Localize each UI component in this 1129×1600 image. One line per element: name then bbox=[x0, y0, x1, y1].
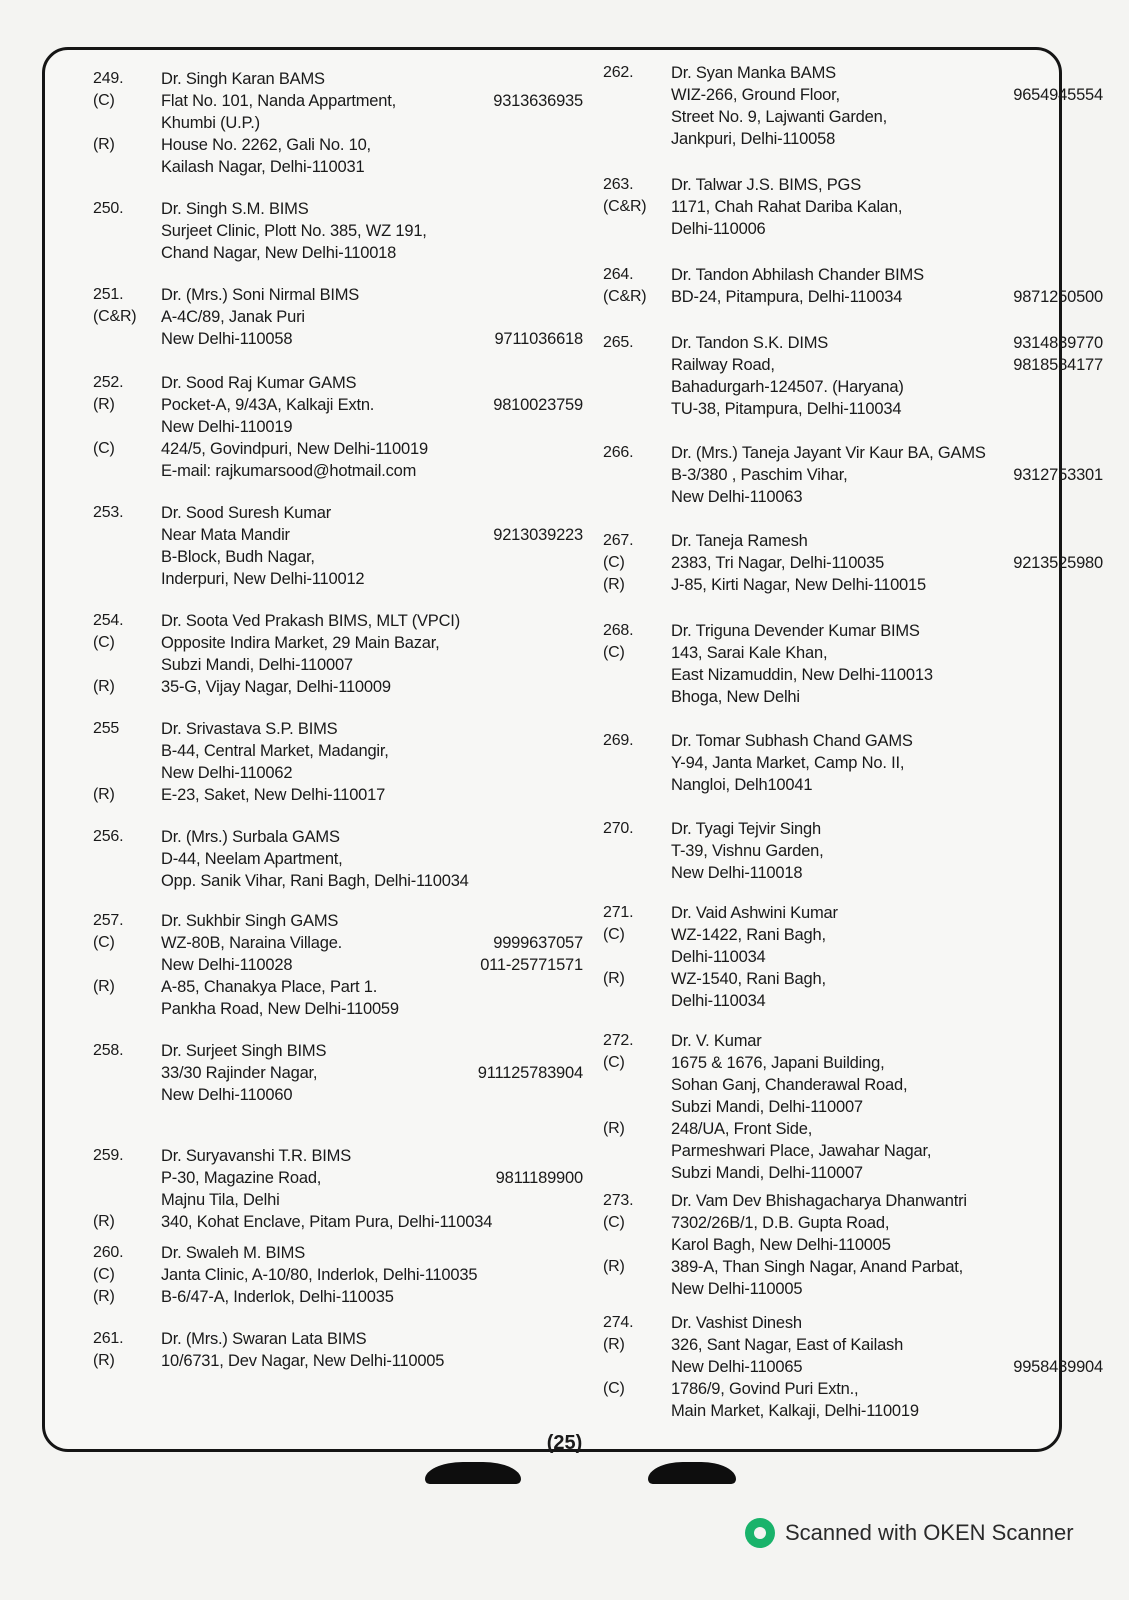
entry-marker: (C) bbox=[93, 440, 115, 457]
address-line: E-mail: rajkumarsood@hotmail.com bbox=[161, 462, 417, 480]
directory-entry bbox=[603, 530, 1103, 596]
page-frame bbox=[42, 47, 1103, 1452]
entry-marker: 263. bbox=[603, 176, 634, 193]
entry-line bbox=[603, 924, 1103, 946]
entry-marker: (R) bbox=[603, 1336, 625, 1353]
entry-line bbox=[603, 730, 1103, 752]
entry-line bbox=[93, 372, 583, 394]
entry-line bbox=[93, 242, 583, 264]
entry-line bbox=[603, 1052, 1103, 1074]
practitioner-name: Dr. Tomar Subhash Chand GAMS bbox=[671, 732, 913, 750]
entry-marker: 259. bbox=[93, 1147, 124, 1164]
entry-line bbox=[93, 1145, 583, 1167]
address-line: A-4C/89, Janak Puri bbox=[161, 308, 305, 326]
entry-line bbox=[93, 328, 583, 350]
directory-entry bbox=[603, 332, 1103, 420]
address-line: Main Market, Kalkaji, Delhi-110019 bbox=[671, 1402, 919, 1420]
entry-line bbox=[603, 1096, 1103, 1118]
entry-marker: (C) bbox=[603, 1380, 625, 1397]
entry-line bbox=[93, 762, 583, 784]
practitioner-name: Dr. Tandon S.K. DIMS bbox=[671, 334, 829, 352]
address-line: WIZ-266, Ground Floor, bbox=[671, 86, 840, 104]
entry-line bbox=[603, 1378, 1103, 1400]
entry-line bbox=[603, 1162, 1103, 1184]
entry-marker: 273. bbox=[603, 1192, 634, 1209]
entry-line bbox=[93, 220, 583, 242]
address-line: 1171, Chah Rahat Dariba Kalan, bbox=[671, 198, 903, 216]
practitioner-name: Dr. Triguna Devender Kumar BIMS bbox=[671, 622, 920, 640]
entry-line bbox=[603, 442, 1103, 464]
practitioner-name: Dr. (Mrs.) Swaran Lata BIMS bbox=[161, 1330, 367, 1348]
entry-line bbox=[603, 902, 1103, 924]
entry-marker: (R) bbox=[93, 978, 115, 995]
address-line: New Delhi-110063 bbox=[671, 488, 803, 506]
address-line: House No. 2262, Gali No. 10, bbox=[161, 136, 371, 154]
entry-line bbox=[603, 1074, 1103, 1096]
entry-line bbox=[603, 1312, 1103, 1334]
entry-line bbox=[93, 848, 583, 870]
directory-entry bbox=[93, 1040, 583, 1106]
directory-entry bbox=[93, 1145, 583, 1233]
entry-marker: (R) bbox=[603, 576, 625, 593]
entry-marker: (R) bbox=[93, 678, 115, 695]
phone-number: 9811189900 bbox=[495, 1169, 583, 1187]
directory-entry bbox=[93, 610, 583, 698]
practitioner-name: Dr. Swaleh M. BIMS bbox=[161, 1244, 306, 1262]
entry-line bbox=[603, 376, 1103, 398]
practitioner-name: Dr. Tandon Abhilash Chander BIMS bbox=[671, 266, 924, 284]
entry-marker: 254. bbox=[93, 612, 124, 629]
entry-line bbox=[93, 976, 583, 998]
entry-marker: (C) bbox=[603, 1054, 625, 1071]
practitioner-name: Dr. Singh Karan BAMS bbox=[161, 70, 325, 88]
entry-line bbox=[93, 910, 583, 932]
address-line: D-44, Neelam Apartment, bbox=[161, 850, 343, 868]
practitioner-name: Dr. (Mrs.) Soni Nirmal BIMS bbox=[161, 286, 360, 304]
address-line: Janta Clinic, A-10/80, Inderlok, Delhi-110035 bbox=[161, 1266, 478, 1284]
entry-marker: (C) bbox=[603, 1214, 625, 1231]
address-line: 248/UA, Front Side, bbox=[671, 1120, 813, 1138]
entry-line bbox=[93, 306, 583, 328]
address-line: B-3/380 , Paschim Vihar, bbox=[671, 466, 848, 484]
address-line: Near Mata Mandir bbox=[161, 526, 290, 544]
address-line: Opp. Sanik Vihar, Rani Bagh, Delhi-110034 bbox=[161, 872, 469, 890]
phone-number: 011-25771571 bbox=[480, 956, 583, 974]
address-line: T-39, Vishnu Garden, bbox=[671, 842, 824, 860]
address-line: New Delhi-110018 bbox=[671, 864, 803, 882]
practitioner-name: Dr. V. Kumar bbox=[671, 1032, 762, 1050]
practitioner-name: Dr. (Mrs.) Taneja Jayant Vir Kaur BA, GAMS bbox=[671, 444, 986, 462]
entry-line bbox=[603, 354, 1103, 376]
entry-line bbox=[93, 416, 583, 438]
directory-entry bbox=[93, 198, 583, 264]
entry-line bbox=[603, 84, 1103, 106]
entry-line bbox=[93, 1167, 583, 1189]
entry-line bbox=[603, 1234, 1103, 1256]
scan-artifact-left bbox=[425, 1462, 521, 1484]
entry-line bbox=[603, 1256, 1103, 1278]
address-line: WZ-80B, Naraina Village. bbox=[161, 934, 343, 952]
directory-entry bbox=[93, 284, 583, 350]
address-line: Delhi-110034 bbox=[671, 948, 766, 966]
entry-marker: (C) bbox=[603, 644, 625, 661]
address-line: J-85, Kirti Nagar, New Delhi-110015 bbox=[671, 576, 926, 594]
entry-marker: (R) bbox=[93, 786, 115, 803]
entry-line bbox=[603, 332, 1103, 354]
address-line: New Delhi-110060 bbox=[161, 1086, 293, 1104]
phone-number: 9958439904 bbox=[1013, 1358, 1103, 1376]
practitioner-name: Dr. Surjeet Singh BIMS bbox=[161, 1042, 327, 1060]
entry-marker: 272. bbox=[603, 1032, 634, 1049]
entry-marker: (R) bbox=[93, 1288, 115, 1305]
phone-number: 9213525980 bbox=[1013, 554, 1103, 572]
directory-entry bbox=[603, 902, 1103, 1012]
entry-marker: 269. bbox=[603, 732, 634, 749]
address-line: New Delhi-110058 bbox=[161, 330, 293, 348]
address-line: Subzi Mandi, Delhi-110007 bbox=[671, 1098, 863, 1116]
address-line: TU-38, Pitampura, Delhi-110034 bbox=[671, 400, 902, 418]
address-line: 33/30 Rajinder Nagar, bbox=[161, 1064, 318, 1082]
entry-line bbox=[93, 954, 583, 976]
directory-entry bbox=[603, 818, 1103, 884]
entry-marker: (C&R) bbox=[603, 288, 647, 305]
phone-number: 911125783904 bbox=[477, 1064, 583, 1082]
entry-line bbox=[93, 632, 583, 654]
entry-marker: 257. bbox=[93, 912, 124, 929]
address-line: Khumbi (U.P.) bbox=[161, 114, 260, 132]
entry-line bbox=[93, 438, 583, 460]
address-line: 35-G, Vijay Nagar, Delhi-110009 bbox=[161, 678, 391, 696]
entry-line bbox=[603, 968, 1103, 990]
address-line: B-6/47-A, Inderlok, Delhi-110035 bbox=[161, 1288, 394, 1306]
entry-line bbox=[603, 1400, 1103, 1422]
practitioner-name: Dr. Sukhbir Singh GAMS bbox=[161, 912, 339, 930]
directory-entry bbox=[93, 1328, 583, 1372]
address-line: WZ-1422, Rani Bagh, bbox=[671, 926, 826, 944]
entry-line bbox=[93, 998, 583, 1020]
entry-line bbox=[93, 156, 583, 178]
entry-line bbox=[603, 1030, 1103, 1052]
address-line: Subzi Mandi, Delhi-110007 bbox=[161, 656, 353, 674]
entry-line bbox=[93, 1242, 583, 1264]
entry-marker: 256. bbox=[93, 828, 124, 845]
entry-marker: 265. bbox=[603, 334, 634, 351]
entry-line bbox=[93, 676, 583, 698]
entry-line bbox=[93, 1040, 583, 1062]
entry-line bbox=[603, 1334, 1103, 1356]
practitioner-name: Dr. Srivastava S.P. BIMS bbox=[161, 720, 338, 738]
address-line: WZ-1540, Rani Bagh, bbox=[671, 970, 826, 988]
address-line: Railway Road, bbox=[671, 356, 775, 374]
entry-line bbox=[93, 654, 583, 676]
scan-artifact-right bbox=[648, 1462, 736, 1484]
entry-line bbox=[603, 286, 1103, 308]
entry-line bbox=[93, 1062, 583, 1084]
address-line: Bhoga, New Delhi bbox=[671, 688, 800, 706]
entry-line bbox=[93, 784, 583, 806]
phone-number: 9654945554 bbox=[1013, 86, 1103, 104]
entry-marker: (C&R) bbox=[93, 308, 137, 325]
entry-line bbox=[603, 464, 1103, 486]
practitioner-name: Dr. Vashist Dinesh bbox=[671, 1314, 802, 1332]
entry-marker: 271. bbox=[603, 904, 634, 921]
address-line: East Nizamuddin, New Delhi-110013 bbox=[671, 666, 933, 684]
practitioner-name: Dr. Vaid Ashwini Kumar bbox=[671, 904, 838, 922]
entry-line bbox=[603, 1212, 1103, 1234]
entry-line bbox=[93, 1264, 583, 1286]
entry-line bbox=[603, 774, 1103, 796]
entry-line bbox=[603, 62, 1103, 84]
address-line: Nangloi, Delh10041 bbox=[671, 776, 813, 794]
entry-marker: 250. bbox=[93, 200, 124, 217]
entry-line bbox=[93, 718, 583, 740]
scanner-watermark bbox=[745, 1515, 1074, 1551]
entry-marker: 251. bbox=[93, 286, 124, 303]
phone-number: 9711036618 bbox=[494, 330, 583, 348]
entry-line bbox=[603, 530, 1103, 552]
entry-line bbox=[603, 574, 1103, 596]
directory-entry bbox=[603, 174, 1103, 240]
entry-marker: (R) bbox=[93, 1213, 115, 1230]
entry-line bbox=[93, 134, 583, 156]
directory-entry bbox=[93, 826, 583, 892]
address-line: B-Block, Budh Nagar, bbox=[161, 548, 315, 566]
entry-line bbox=[93, 568, 583, 590]
phone-number: 9871250500 bbox=[1013, 288, 1103, 306]
entry-marker: 255 bbox=[93, 720, 120, 737]
entry-line bbox=[93, 932, 583, 954]
entry-marker: 266. bbox=[603, 444, 634, 461]
address-line: Delhi-110034 bbox=[671, 992, 766, 1010]
address-line: 2383, Tri Nagar, Delhi-110035 bbox=[671, 554, 885, 572]
entry-line bbox=[603, 1190, 1103, 1212]
entry-line bbox=[603, 1140, 1103, 1162]
entry-line bbox=[93, 1286, 583, 1308]
phone-number: 9999637057 bbox=[493, 934, 583, 952]
address-line: A-85, Chanakya Place, Part 1. bbox=[161, 978, 378, 996]
entry-line bbox=[93, 1189, 583, 1211]
address-line: Pocket-A, 9/43A, Kalkaji Extn. bbox=[161, 396, 375, 414]
entry-line bbox=[603, 552, 1103, 574]
address-line: 389-A, Than Singh Nagar, Anand Parbat, bbox=[671, 1258, 964, 1276]
entry-marker: 264. bbox=[603, 266, 634, 283]
entry-line bbox=[603, 686, 1103, 708]
practitioner-name: Dr. Talwar J.S. BIMS, PGS bbox=[671, 176, 861, 194]
address-line: New Delhi-110005 bbox=[671, 1280, 803, 1298]
entry-line bbox=[93, 68, 583, 90]
phone-number: 9810023759 bbox=[493, 396, 583, 414]
address-line: 7302/26B/1, D.B. Gupta Road, bbox=[671, 1214, 890, 1232]
entry-marker: (R) bbox=[603, 970, 625, 987]
address-line: Delhi-110006 bbox=[671, 220, 766, 238]
address-line: 326, Sant Nagar, East of Kailash bbox=[671, 1336, 904, 1354]
address-line: Sohan Ganj, Chanderawal Road, bbox=[671, 1076, 908, 1094]
directory-entry bbox=[93, 718, 583, 806]
address-line: 340, Kohat Enclave, Pitam Pura, Delhi-110034 bbox=[161, 1213, 493, 1231]
address-line: New Delhi-110062 bbox=[161, 764, 293, 782]
address-line: Flat No. 101, Nanda Appartment, bbox=[161, 92, 397, 110]
address-line: Chand Nagar, New Delhi-110018 bbox=[161, 244, 397, 262]
entry-line bbox=[93, 740, 583, 762]
directory-entry bbox=[603, 264, 1103, 308]
entry-marker: 274. bbox=[603, 1314, 634, 1331]
address-line: 10/6731, Dev Nagar, New Delhi-110005 bbox=[161, 1352, 445, 1370]
address-line: Subzi Mandi, Delhi-110007 bbox=[671, 1164, 863, 1182]
entry-marker: 268. bbox=[603, 622, 634, 639]
entry-line bbox=[603, 990, 1103, 1012]
entry-marker: 261. bbox=[93, 1330, 124, 1347]
entry-marker: 262. bbox=[603, 64, 634, 81]
phone-number: 9314839770 bbox=[1013, 334, 1103, 352]
practitioner-name: Dr. Syan Manka BAMS bbox=[671, 64, 836, 82]
entry-marker: 260. bbox=[93, 1244, 124, 1261]
entry-line bbox=[93, 198, 583, 220]
address-line: Pankha Road, New Delhi-110059 bbox=[161, 1000, 399, 1018]
entry-marker: (C) bbox=[93, 1266, 115, 1283]
address-line: B-44, Central Market, Madangir, bbox=[161, 742, 389, 760]
entry-line bbox=[603, 398, 1103, 420]
address-line: Bahadurgarh-124507. (Haryana) bbox=[671, 378, 904, 396]
address-line: Inderpuri, New Delhi-110012 bbox=[161, 570, 365, 588]
entry-line bbox=[93, 90, 583, 112]
oken-scanner-logo-icon bbox=[745, 1518, 775, 1548]
address-line: Opposite Indira Market, 29 Main Bazar, bbox=[161, 634, 440, 652]
entry-line bbox=[93, 546, 583, 568]
entry-line bbox=[93, 524, 583, 546]
entry-marker: (R) bbox=[603, 1120, 625, 1137]
entry-marker: (C) bbox=[603, 554, 625, 571]
directory-entry bbox=[603, 1030, 1103, 1184]
entry-line bbox=[603, 264, 1103, 286]
entry-line bbox=[603, 620, 1103, 642]
practitioner-name: Dr. Vam Dev Bhishagacharya Dhanwantri bbox=[671, 1192, 967, 1210]
entry-line bbox=[603, 752, 1103, 774]
address-line: P-30, Magazine Road, bbox=[161, 1169, 322, 1187]
entry-line bbox=[93, 1211, 583, 1233]
entry-marker: 252. bbox=[93, 374, 124, 391]
entry-line bbox=[93, 1350, 583, 1372]
address-line: Surjeet Clinic, Plott No. 385, WZ 191, bbox=[161, 222, 427, 240]
directory-entry bbox=[93, 372, 583, 482]
entry-marker: (C&R) bbox=[603, 198, 647, 215]
entry-line bbox=[93, 1328, 583, 1350]
entry-line bbox=[603, 128, 1103, 150]
entry-line bbox=[603, 218, 1103, 240]
directory-entry bbox=[93, 68, 583, 178]
entry-line bbox=[93, 284, 583, 306]
entry-line bbox=[93, 112, 583, 134]
phone-number: 9213039223 bbox=[493, 526, 583, 544]
entry-line bbox=[603, 946, 1103, 968]
directory-entry bbox=[93, 502, 583, 590]
practitioner-name: Dr. Sood Suresh Kumar bbox=[161, 504, 332, 522]
entry-line bbox=[603, 1356, 1103, 1378]
entry-marker: (C) bbox=[93, 934, 115, 951]
entry-line bbox=[603, 664, 1103, 686]
phone-number: 9313636935 bbox=[493, 92, 583, 110]
address-line: New Delhi-110019 bbox=[161, 418, 293, 436]
address-line: 1675 & 1676, Japani Building, bbox=[671, 1054, 885, 1072]
directory-entry bbox=[603, 1312, 1103, 1422]
address-line: Kailash Nagar, Delhi-110031 bbox=[161, 158, 365, 176]
entry-line bbox=[603, 1118, 1103, 1140]
address-line: E-23, Saket, New Delhi-110017 bbox=[161, 786, 386, 804]
address-line: Majnu Tila, Delhi bbox=[161, 1191, 280, 1209]
entry-line bbox=[93, 870, 583, 892]
entry-marker: 258. bbox=[93, 1042, 124, 1059]
page-number: (25) bbox=[546, 1432, 583, 1454]
entry-marker: (R) bbox=[93, 396, 115, 413]
entry-line bbox=[93, 460, 583, 482]
practitioner-name: Dr. Sood Raj Kumar GAMS bbox=[161, 374, 357, 392]
entry-marker: (R) bbox=[93, 1352, 115, 1369]
directory-entry bbox=[603, 62, 1103, 150]
practitioner-name: Dr. (Mrs.) Surbala GAMS bbox=[161, 828, 340, 846]
entry-line bbox=[603, 818, 1103, 840]
entry-line bbox=[93, 502, 583, 524]
entry-marker: (R) bbox=[93, 136, 115, 153]
entry-marker: (C) bbox=[93, 92, 115, 109]
entry-line bbox=[93, 826, 583, 848]
address-line: 1786/9, Govind Puri Extn., bbox=[671, 1380, 859, 1398]
entry-line bbox=[603, 1278, 1103, 1300]
entry-line bbox=[603, 862, 1103, 884]
address-line: BD-24, Pitampura, Delhi-110034 bbox=[671, 288, 903, 306]
entry-marker: 267. bbox=[603, 532, 634, 549]
phone-number: 9818584177 bbox=[1013, 356, 1103, 374]
address-line: 143, Sarai Kale Khan, bbox=[671, 644, 828, 662]
address-line: 424/5, Govindpuri, New Delhi-110019 bbox=[161, 440, 428, 458]
entry-line bbox=[603, 196, 1103, 218]
practitioner-name: Dr. Soota Ved Prakash BIMS, MLT (VPCI) bbox=[161, 612, 460, 630]
entry-line bbox=[603, 642, 1103, 664]
address-line: New Delhi-110028 bbox=[161, 956, 293, 974]
entry-marker: (R) bbox=[603, 1258, 625, 1275]
entry-marker: (C) bbox=[93, 634, 115, 651]
entry-line bbox=[603, 486, 1103, 508]
scanner-watermark-text: Scanned with OKEN Scanner bbox=[785, 1520, 1074, 1545]
entry-marker: 270. bbox=[603, 820, 634, 837]
directory-entry bbox=[603, 1190, 1103, 1300]
entry-line bbox=[603, 106, 1103, 128]
directory-entry bbox=[93, 910, 583, 1020]
address-line: Y-94, Janta Market, Camp No. II, bbox=[671, 754, 905, 772]
phone-number: 9312753301 bbox=[1013, 466, 1103, 484]
entry-line bbox=[603, 174, 1103, 196]
entry-line bbox=[93, 1084, 583, 1106]
address-line: Street No. 9, Lajwanti Garden, bbox=[671, 108, 887, 126]
directory-entry bbox=[603, 442, 1103, 508]
entry-marker: 249. bbox=[93, 70, 124, 87]
address-line: New Delhi-110065 bbox=[671, 1358, 803, 1376]
practitioner-name: Dr. Singh S.M. BIMS bbox=[161, 200, 309, 218]
entry-marker: (C) bbox=[603, 926, 625, 943]
entry-line bbox=[603, 840, 1103, 862]
directory-entry bbox=[603, 620, 1103, 708]
entry-marker: 253. bbox=[93, 504, 124, 521]
address-line: Parmeshwari Place, Jawahar Nagar, bbox=[671, 1142, 932, 1160]
entry-line bbox=[93, 394, 583, 416]
practitioner-name: Dr. Taneja Ramesh bbox=[671, 532, 808, 550]
practitioner-name: Dr. Tyagi Tejvir Singh bbox=[671, 820, 821, 838]
entry-line bbox=[93, 610, 583, 632]
practitioner-name: Dr. Suryavanshi T.R. BIMS bbox=[161, 1147, 352, 1165]
address-line: Jankpuri, Delhi-110058 bbox=[671, 130, 836, 148]
directory-entry bbox=[603, 730, 1103, 796]
address-line: Karol Bagh, New Delhi-110005 bbox=[671, 1236, 891, 1254]
directory-entry bbox=[93, 1242, 583, 1308]
